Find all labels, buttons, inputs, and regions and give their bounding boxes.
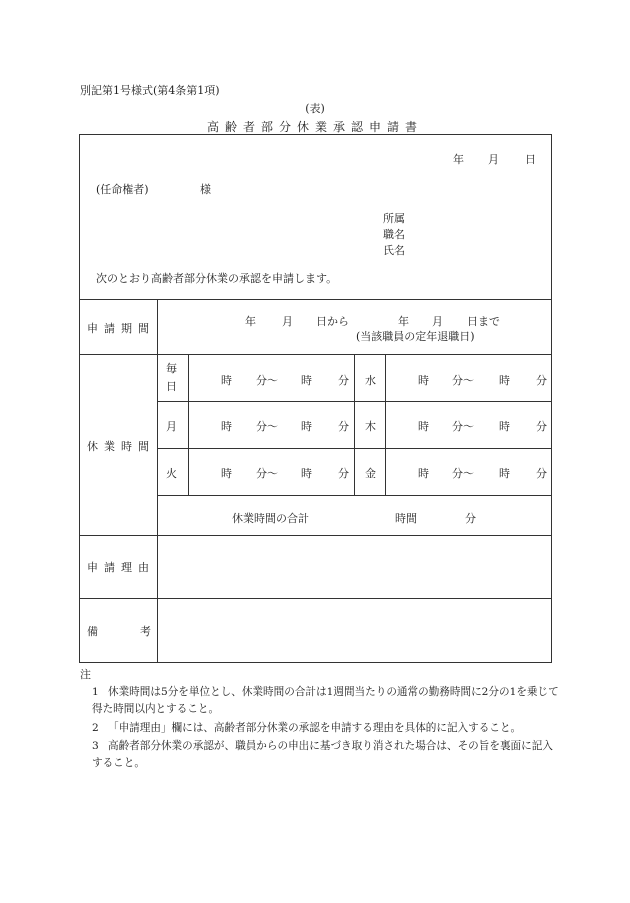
day-thursday: 木	[365, 420, 376, 433]
time-hour: 時	[221, 420, 232, 433]
affiliation-label: 所属	[383, 212, 405, 225]
application-statement: 次のとおり高齢者部分休業の承認を申請します。	[96, 272, 338, 285]
reason-label: 申請理由	[87, 561, 155, 574]
time-minute: 分	[536, 420, 547, 433]
remarks-label-a: 備	[87, 625, 98, 638]
date-day: 日	[525, 153, 536, 166]
period-to-year: 年	[398, 315, 409, 328]
note-item	[92, 720, 562, 737]
time-hour: 時	[499, 374, 510, 387]
form-title: 高齢者部分休業承認申請書	[206, 120, 423, 134]
retirement-date-note: (当該職員の定年退職日)	[356, 330, 475, 343]
time-hour: 時	[418, 467, 429, 480]
time-hour: 時	[221, 374, 232, 387]
period-from-day: 日から	[316, 315, 349, 328]
time-minute: 分	[338, 467, 349, 480]
time-minute: 分	[338, 374, 349, 387]
note-item	[92, 684, 562, 718]
remarks-label-b: 考	[140, 625, 151, 638]
total-hours-label: 休業時間の合計	[232, 512, 309, 525]
time-minute: 分	[338, 420, 349, 433]
time-hour: 時	[301, 467, 312, 480]
date-month: 月	[488, 153, 499, 166]
time-hour: 時	[418, 374, 429, 387]
side-label: (表)	[305, 102, 325, 115]
appointing-authority-label: (任命権者)	[96, 183, 149, 196]
date-year: 年	[453, 153, 464, 166]
time-hour: 時	[499, 420, 510, 433]
time-hour: 時	[418, 420, 429, 433]
note-text: 休業時間は5分を単位とし、休業時間の合計は1週間当たりの通常の勤務時間に2分の1を乗じて得た時間以内とすること。	[92, 686, 559, 715]
note-number: 2	[92, 722, 99, 734]
name-label: 氏名	[383, 244, 405, 257]
time-minute-from: 分〜	[256, 374, 278, 387]
time-minute: 分	[536, 467, 547, 480]
position-label: 職名	[383, 228, 405, 241]
period-from-year: 年	[245, 315, 256, 328]
day-friday: 金	[365, 467, 376, 480]
time-hour: 時	[221, 467, 232, 480]
note-text: 「申請理由」欄には、高齢者部分休業の承認を申請する理由を具体的に記入すること。	[108, 722, 522, 734]
time-minute-from: 分〜	[256, 420, 278, 433]
period-from-month: 月	[282, 315, 293, 328]
day-wednesday: 水	[365, 374, 376, 387]
note-number: 1	[92, 686, 99, 698]
time-minute: 分	[536, 374, 547, 387]
period-to-day: 日まで	[467, 315, 500, 328]
time-hour: 時	[301, 374, 312, 387]
day-monday: 月	[166, 420, 177, 433]
total-minutes-unit: 分	[465, 512, 476, 525]
time-minute-from: 分〜	[452, 467, 474, 480]
time-minute-from: 分〜	[452, 374, 474, 387]
note-number: 3	[92, 740, 99, 752]
time-minute-from: 分〜	[452, 420, 474, 433]
time-hour: 時	[499, 467, 510, 480]
period-to-month: 月	[432, 315, 443, 328]
hours-label: 休業時間	[87, 440, 155, 453]
note-text: 高齢者部分休業の承認が、職員からの申出に基づき取り消された場合は、その旨を裏面に記入すること。	[92, 740, 553, 769]
day-tuesday: 火	[166, 467, 177, 480]
time-hour: 時	[301, 420, 312, 433]
total-hours-unit: 時間	[395, 512, 417, 525]
honorific: 様	[200, 183, 211, 196]
note-item	[92, 738, 562, 772]
form-id: 別記第1号様式(第4条第1項)	[80, 84, 220, 97]
time-minute-from: 分〜	[256, 467, 278, 480]
period-label: 申請期間	[87, 322, 155, 335]
notes-heading: 注	[80, 668, 91, 681]
day-every: 毎日	[166, 362, 177, 393]
